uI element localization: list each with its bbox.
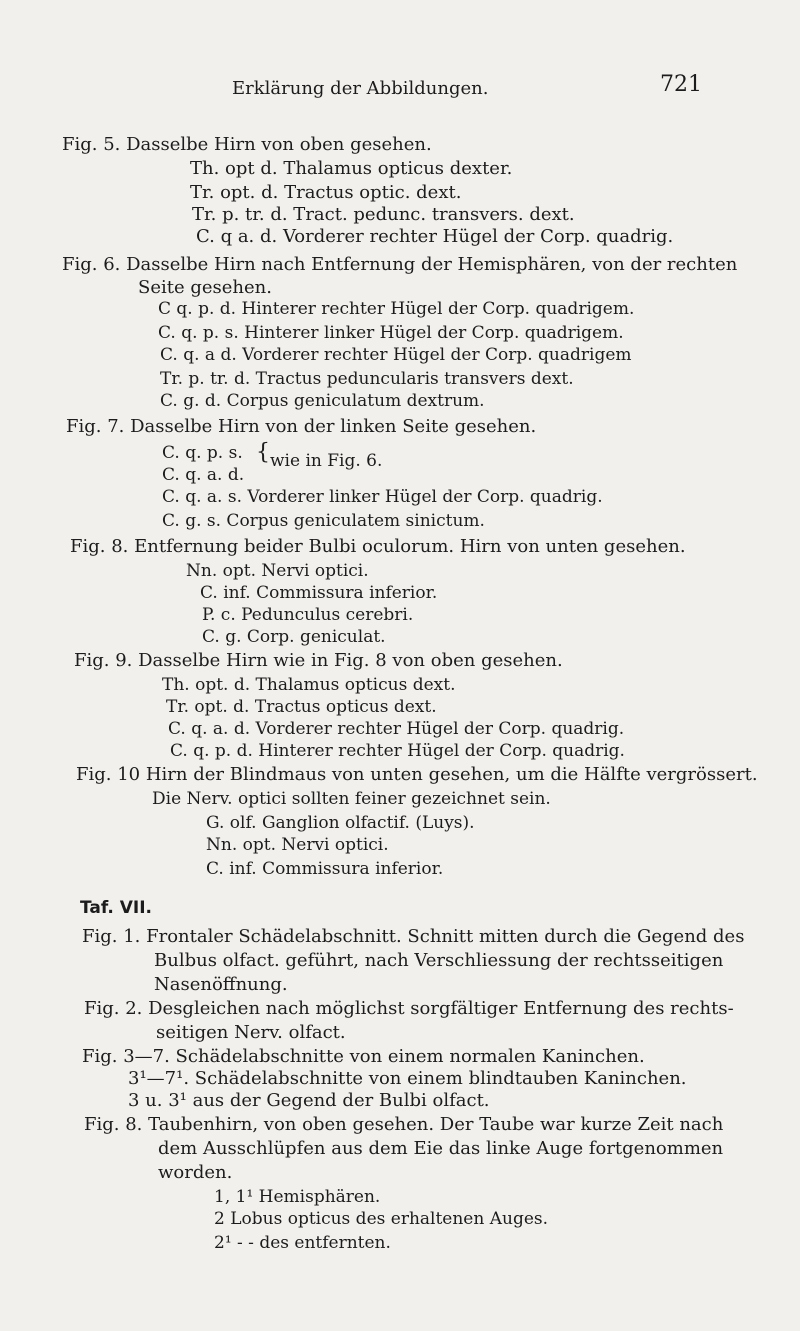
running-header	[0, 72, 800, 108]
text-line: Tr. opt. d. Tractus optic. dext.	[190, 182, 462, 203]
text-line: C. q. p. s.	[162, 443, 243, 463]
text-line: Fig. 2. Desgleichen nach möglichst sorgfältiger Entfernung des rechts-	[84, 998, 734, 1019]
text-line: dem Ausschlüpfen aus dem Eie das linke Auge fortgenommen	[158, 1138, 724, 1159]
text-line: 3 u. 3¹ aus der Gegend der Bulbi olfact.	[128, 1090, 490, 1111]
text-line: C. g. s. Corpus geniculatem sinictum.	[162, 511, 485, 531]
header-title: Erklärung der Abbildungen.	[232, 78, 489, 99]
text-line: C. g. d. Corpus geniculatum dextrum.	[160, 391, 485, 411]
text-line: Nasenöffnung.	[154, 974, 288, 995]
text-line: P. c. Pedunculus cerebri.	[202, 605, 414, 625]
text-line: Fig. 6. Dasselbe Hirn nach Entfernung der Hemisphären, von der rechten	[62, 254, 738, 275]
text-line: Die Nerv. optici sollten feiner gezeichnet sein.	[152, 789, 551, 809]
text-line: Fig. 1. Frontaler Schädelabschnitt. Schnitt mitten durch die Gegend des	[82, 926, 745, 947]
text-line: C. inf. Commissura inferior.	[206, 859, 444, 879]
text-line: Fig. 8. Entfernung beider Bulbi oculorum. Hirn von unten gesehen.	[70, 536, 686, 557]
text-line: C. inf. Commissura inferior.	[200, 583, 438, 603]
text-line: Th. opt. d. Thalamus opticus dext.	[162, 675, 456, 695]
text-line: Bulbus olfact. geführt, nach Verschliessung der rechtsseitigen	[154, 950, 724, 971]
text-line: Tr. p. tr. d. Tractus peduncularis transvers dext.	[160, 369, 574, 389]
text-line: Nn. opt. Nervi optici.	[186, 561, 369, 581]
text-line: worden.	[158, 1162, 233, 1183]
text-line: Fig. 10 Hirn der Blindmaus von unten gesehen, um die Hälfte vergrössert.	[76, 764, 758, 785]
text-line: 2 Lobus opticus des erhaltenen Auges.	[214, 1209, 549, 1229]
text-line: 2¹ - - des entfernten.	[214, 1233, 391, 1253]
text-line: C. g. Corp. geniculat.	[202, 627, 386, 647]
text-line: Fig. 9. Dasselbe Hirn wie in Fig. 8 von oben gesehen.	[74, 650, 563, 671]
text-line: Tr. p. tr. d. Tract. pedunc. transvers. dext.	[192, 204, 575, 225]
text-line: C q. p. d. Hinterer rechter Hügel der Corp. quadrigem.	[158, 299, 635, 319]
text-line: G. olf. Ganglion olfactif. (Luys).	[206, 813, 475, 833]
text-line: Fig. 7. Dasselbe Hirn von der linken Seite gesehen.	[66, 416, 537, 437]
page-number: 721	[660, 72, 702, 97]
text-line: Seite gesehen.	[138, 277, 272, 298]
text-line: Nn. opt. Nervi optici.	[206, 835, 389, 855]
text-line: C. q. p. d. Hinterer rechter Hügel der Corp. quadrig.	[170, 741, 625, 761]
text-line: Th. opt d. Thalamus opticus dexter.	[190, 158, 513, 179]
text-line: C. q. a d. Vorderer rechter Hügel der Corp. quadrigem	[160, 345, 632, 365]
text-line: 3¹—7¹. Schädelabschnitte von einem blindtauben Kaninchen.	[128, 1068, 687, 1089]
text-line: seitigen Nerv. olfact.	[156, 1022, 346, 1043]
section-heading: Taf. VII.	[80, 898, 152, 918]
text-line: Fig. 5. Dasselbe Hirn von oben gesehen.	[62, 134, 432, 155]
text-line: C. q. a. d.	[162, 465, 245, 485]
text-line: Fig. 8. Taubenhirn, von oben gesehen. Der Taube war kurze Zeit nach	[84, 1114, 724, 1135]
text-line: C. q. p. s. Hinterer linker Hügel der Corp. quadrigem.	[158, 323, 624, 343]
text-line: C. q a. d. Vorderer rechter Hügel der Corp. quadrig.	[196, 226, 674, 247]
text-line: 1, 1¹ Hemisphären.	[214, 1187, 381, 1207]
text-line: C. q. a. d. Vorderer rechter Hügel der Corp. quadrig.	[168, 719, 625, 739]
text-line: Tr. opt. d. Tractus opticus dext.	[166, 697, 437, 717]
brace-mark: {	[256, 440, 270, 465]
text-line: Fig. 3—7. Schädelabschnitte von einem normalen Kaninchen.	[82, 1046, 645, 1067]
text-line: wie in Fig. 6.	[270, 451, 383, 471]
text-line: C. q. a. s. Vorderer linker Hügel der Corp. quadrig.	[162, 487, 603, 507]
